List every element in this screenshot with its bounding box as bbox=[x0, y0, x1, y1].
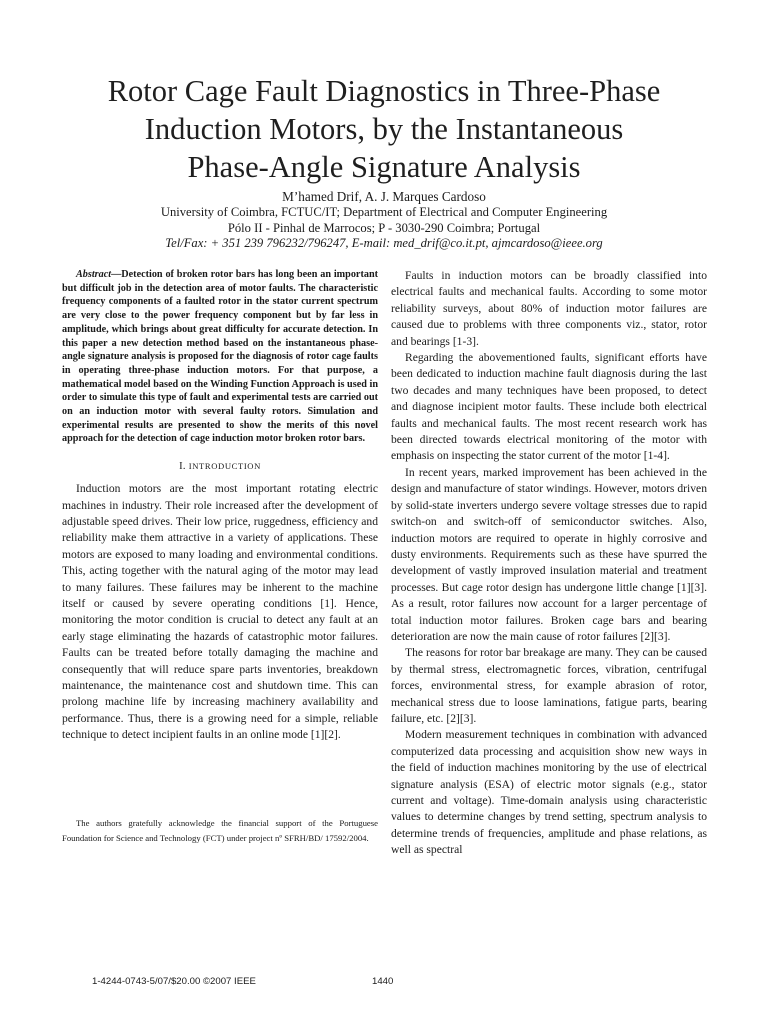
section-title: INTRODUCTION bbox=[188, 461, 261, 472]
title-line-3: Phase-Angle Signature Analysis bbox=[187, 150, 581, 184]
right-paragraph-3: In recent years, marked improvement has been achieved in the design and manufacture of stator windings. However, motors driven by solid-state inverters undergo severe voltage stresses due to rapid switch-on and switch-off of semiconductor switches. Also, induction motors are required to operate in highly corrosive and dusty environments. Requirements such as these have spurred the development of vastly improved insulation material and treatment processes. But cage rotor design has undergone little change [1][3]. As a result, rotor failures now account for a larger percentage of total induction motor failures. Broken cage bars and bearing deterioration are now the main cause of rotor failures [2][3]. bbox=[391, 465, 707, 643]
contact-line: Tel/Fax: + 351 239 796232/796247, E-mail: med_drif@co.it.pt, ajmcardoso@ieee.org bbox=[165, 235, 603, 250]
right-paragraph-4: The reasons for rotor bar breakage are many. They can be caused by thermal stress, electromagnetic forces, vibration, centrifugal forces, environmental stress, for example abrasion of rotor, mechanical stress due to loose laminations, fatigue parts, bearing failure, etc. [2][3]. bbox=[391, 646, 707, 725]
affiliation-line-1: University of Coimbra, FCTUC/IT; Department of Electrical and Computer Engineering bbox=[160, 205, 608, 220]
footnote-text: The authors gratefully acknowledge the financial support of the Portuguese Foundation for Science and Technology (FCT) under project nº SFRH/BD/ 17592/2004. bbox=[62, 818, 378, 844]
left-column bbox=[62, 268, 378, 744]
page-number: 1440 bbox=[372, 976, 394, 987]
intro-paragraph: Induction motors are the most important rotating electric machines in industry. Their role increased after the development of adjustable speed drives. Their low price, ruggedness, efficiency and reliability make them attractive in a variety of applications. These motors are exposed to many loading and environmental conditions. This, acting together with the natural aging of the motor may lead to many failures. These failures may be inherent to the machine itself or caused by severe operating conditions [1]. Hence, monitoring the motor condition is crucial to detect any fault at an early stage eliminating the hazards of catastrophic motor failures. Faults can be treated before totally damaging the machine and consequently that will reduce spare parts inventories, breakdown maintenance, the maintenance cost and shutdown time. This can prolong machine life by increasing machinery availability and performance. Thus, there is a growing need for a simple, reliable technique to detect incipient faults in an online mode [1][2]. bbox=[62, 482, 378, 742]
author-block bbox=[40, 189, 728, 251]
affiliation-line-2: Pólo II - Pinhal de Marrocos; P - 3030-290 Coimbra; Portugal bbox=[227, 220, 541, 235]
abstract-label: Abstract bbox=[76, 269, 112, 280]
abstract bbox=[62, 268, 378, 446]
right-paragraph-2: Regarding the abovementioned faults, significant efforts have been dedicated to induction machine fault diagnosis during the last two decades and many techniques have been proposed, to detect and diagnose incipient motor faults. These include both electrical faults and mechanical faults. The most recent research work has been directed towards electrical monitoring of the motor with emphasis on inspecting the stator current of the motor [1-4]. bbox=[391, 351, 707, 463]
title-line-1: Rotor Cage Fault Diagnostics in Three-Phase bbox=[107, 74, 661, 108]
section-heading bbox=[62, 459, 378, 474]
paper-title bbox=[40, 72, 728, 186]
title-line-2: Induction Motors, by the Instantaneous bbox=[144, 112, 624, 146]
abstract-text: —Detection of broken rotor bars has long been an important but difficult job in the detection area of motor faults. The characteristic frequency components of a faulted rotor in the stator current spectrum are very close to the power frequency component but by far less in amplitude, which brings about great difficulty for accurate detection. In this paper a new detection method based on the instantaneous phase-angle signature analysis is proposed for the diagnosis of rotor cage faults in operating three-phase induction motors. For that purpose, a mathematical model based on the Winding Function Approach is used in order to simulate this type of fault and experimental tests are carried out on an induction motor with several faulty rotors. Simulation and experimental results are presented to show the merits of this novel approach for the detection of cage induction motor broken rotor bars. bbox=[62, 269, 378, 445]
section-number: I. bbox=[179, 461, 186, 473]
copyright-footer: 1-4244-0743-5/07/$20.00 ©2007 IEEE bbox=[92, 976, 256, 987]
author-names: M’hamed Drif, A. J. Marques Cardoso bbox=[282, 189, 486, 204]
right-column bbox=[391, 268, 707, 859]
right-paragraph-5: Modern measurement techniques in combination with advanced computerized data processing and acquisition show new ways in the field of induction machines monitoring by the use of electrical signature analysis (ESA) of electric motor signals (e.g., stator current and voltage). Time-domain analysis using characteristic values to determine changes by trend setting, spectrum analysis to determine trends of frequencies, amplitude and phase relations, as well as spectral bbox=[391, 728, 707, 857]
footnote bbox=[62, 816, 378, 846]
right-paragraph-1: Faults in induction motors can be broadly classified into electrical faults and mechanical faults. According to some motor reliability surveys, about 80% of induction motor failures are caused due to problems with three components viz., stator, rotor and bearings [1-3]. bbox=[391, 269, 707, 348]
